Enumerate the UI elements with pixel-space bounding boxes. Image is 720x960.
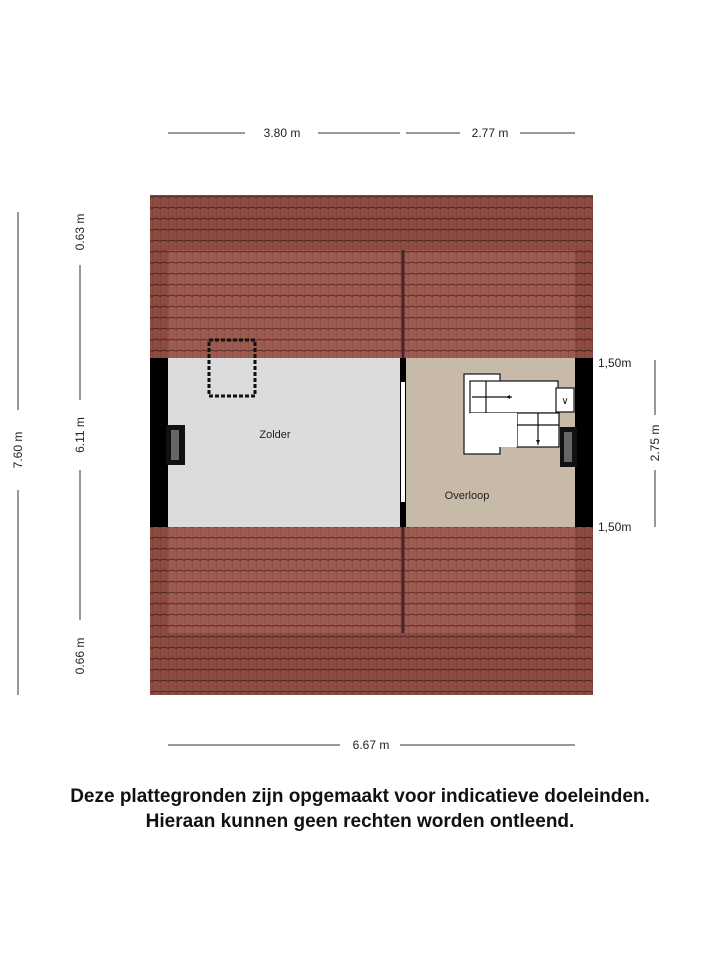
staircase [464,374,574,454]
disclaimer-line-2: Hieraan kunnen geen rechten worden ontleend. [145,811,575,832]
dim-right-height-bottom: 1,50m [598,520,632,534]
dim-right-height-top: 1,50m [598,356,632,370]
room-zolder [168,358,400,527]
dim-left-bottom: 0.66 m [73,637,87,675]
wall-right [575,358,593,527]
disclaimer-line-1: Deze plattegronden zijn opgemaakt voor indicatieve doeleinden. [70,786,650,807]
dim-left-total: 7.60 m [11,431,25,469]
dim-right-depth: 2.75 m [648,424,662,462]
roof-top-inner [168,250,575,358]
dim-top-right: 2.77 m [471,126,509,140]
dim-bottom: 6.67 m [352,738,390,752]
door-opening[interactable] [401,382,405,502]
dim-left-top: 0.63 m [73,213,87,251]
roof-bottom-inner [168,527,575,633]
room-label-overloop: Overloop [444,490,490,502]
svg-text:∨: ∨ [561,396,569,407]
wall-left [150,358,168,527]
dim-left-middle: 6.11 m [73,417,87,453]
room-label-zolder: Zolder [259,429,291,441]
dim-top-left: 3.80 m [263,126,301,140]
